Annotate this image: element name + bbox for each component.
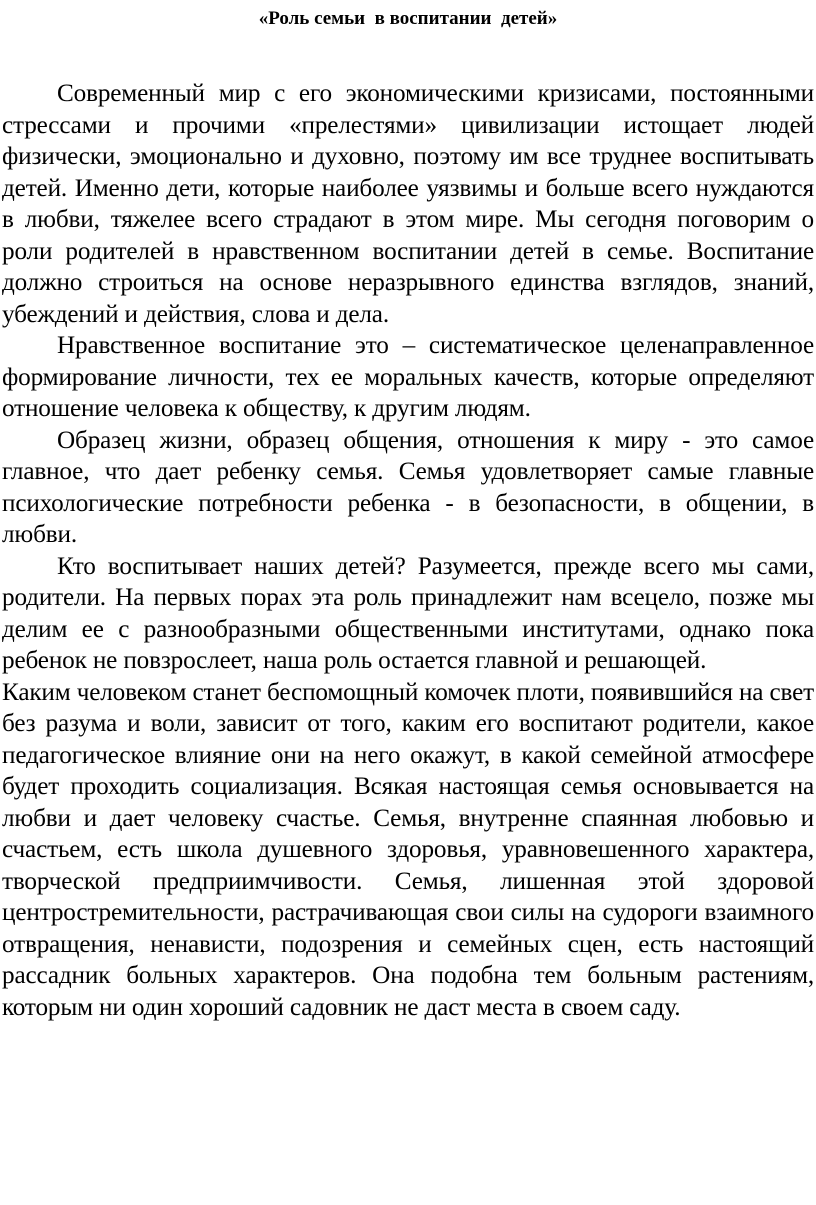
paragraph-who-raises: Кто воспитывает наших детей? Разумеется, прежде всего мы сами, родители. На первых порах эта роль принадлежит нам всецело, позже мы делим ее с разнообразными общественными институтами, однако пока ребенок не повзрослеет, наша роль остается главной и решающей. <box>2 552 814 674</box>
paragraph-family-example: Образец жизни, образец общения, отношения к миру - это самое главное, что дает ребенку семья. Семья удовлетворяет самые главные психологические потребности ребенка - в безопасности, в общении, в любви. <box>2 426 814 548</box>
paragraph-intro: Современный мир с его экономическими кризисами, постоянными стрессами и прочими «прелестями» цивилизации истощает людей физически, эмоционально и духовно, поэтому им все труднее воспитывать детей. Именно дети, которые наиболее уязвимы и больше всего нуждаются в любви, тяжелее всего страдают в этом мире. Мы сегодня поговорим о роли родителей в нравственном воспитании детей в семье. Воспитание должно строиться на основе неразрывного единства взглядов, знаний, убеждений и действия, слова и дела. <box>2 80 814 328</box>
paragraph-moral-education: Нравственное воспитание это – систематическое целенаправленное формирование личности, тех ее моральных качеств, которые определяют отношение человека к обществу, к другим людям. <box>2 332 814 422</box>
paragraph-family-atmosphere: Каким человеком станет беспомощный комочек плоти, появившийся на свет без разума и воли, зависит от того, каким его воспитают родители, какое педагогическое влияние они на него окажут, в какой семейной атмосфере будет проходить социализация. Всякая настоящая семья основывается на любви и дает человеку счастье. Семья, внутренне спаянная любовью и счастьем, есть школа душевного здоровья, уравновешенного характера, творческой предприимчивости. Семья, лишенная этой здоровой центростремительности, растрачивающая свои силы на судороги взаимного отвращения, ненависти, подозрения и семейных сцен, есть настоящий рассадник больных характеров. Она подобна тем больным растениям, которым ни один хороший садовник не даст места в своем саду. <box>2 678 814 1021</box>
document-body <box>2 78 814 1023</box>
document-title: «Роль семьи в воспитании детей» <box>258 8 558 29</box>
